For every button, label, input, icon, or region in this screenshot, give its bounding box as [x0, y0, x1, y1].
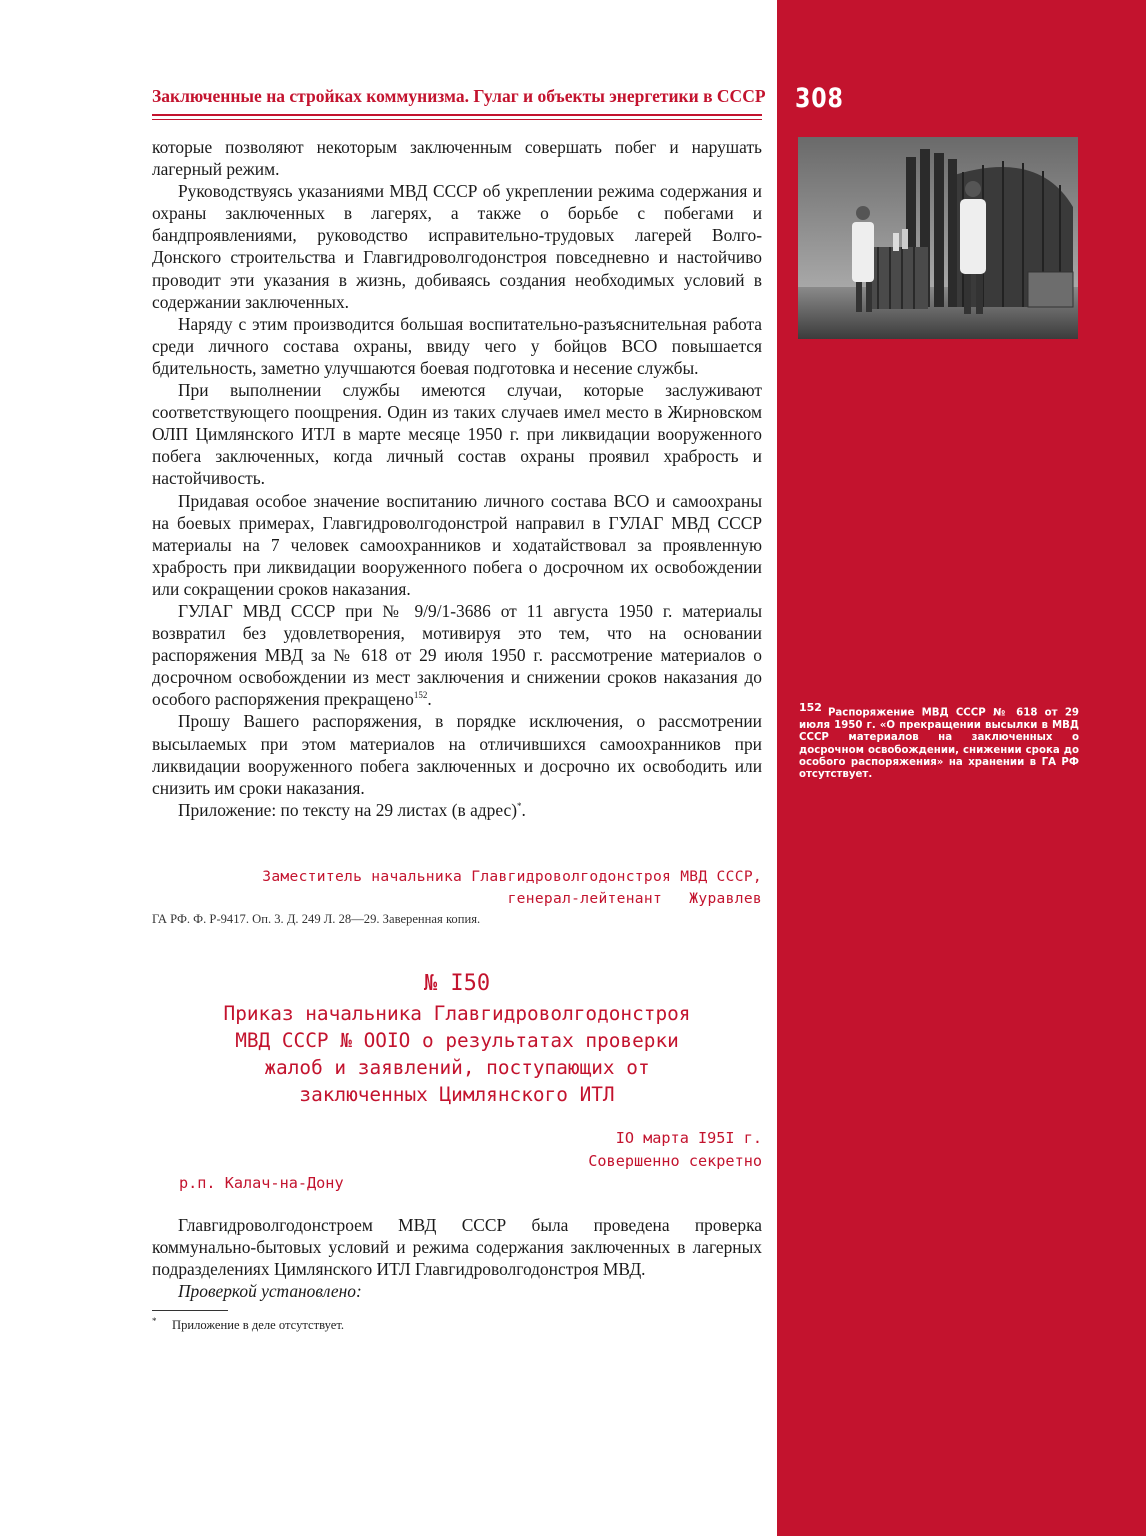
document-title: [150, 1000, 764, 1108]
paragraph-italic: Проверкой установлено:: [178, 1281, 362, 1302]
signature-block: [152, 866, 762, 910]
document-date: IO марта I95I г.: [615, 1129, 762, 1147]
archive-photo-workers-icon: [798, 137, 1078, 339]
archive-reference: ГА РФ. Ф. Р-9417. Оп. 3. Д. 249 Л. 28—29. Заверенная копия.: [152, 912, 481, 926]
header-rule-thin: [152, 119, 762, 120]
paragraph: При выполнении службы имеются случаи, которые заслуживают соответствующего поощрения. Один из таких случаев имел место в Жирновском ОЛП Цимлянского ИТЛ в марте месяце 1950 г. при ликвидации вооруженного побега заключенных, когда личный состав охраны проявил храбрость и настойчивость.: [152, 380, 762, 489]
main-text: [152, 136, 762, 821]
order-body: [152, 1214, 762, 1302]
document-place: р.п. Калач-на-Дону: [179, 1174, 344, 1192]
signature-name: генерал-лейтенант Журавлев: [507, 890, 762, 907]
paragraph-text: ГУЛАГ МВД СССР при № 9/9/1-3686 от 11 августа 1950 г. материалы возвратил без удовлетворения, мотивируя это тем, что на основании распоряжения МВД за № 618 от 29 июля 1950 г. рассмотрение материалов о досрочном освобождении из мест заключения и снижении сроков наказания до особого распоряжения прекращено: [152, 600, 762, 710]
footnote-rule: [152, 1310, 228, 1311]
punctuation: .: [427, 689, 432, 710]
paragraph: Главгидроволгодонстроем МВД СССР была проведена проверка коммунально-бытовых условий и режима содержания заключенных в лагерных подразделениях Цимлянского ИТЛ Главгидроволгодонстроя МВД.: [152, 1215, 762, 1280]
footnote: * Приложение в деле отсутствует.: [152, 1315, 345, 1332]
paragraph: Придавая особое значение воспитанию личного состава ВСО и самоохраны на боевых примерах, Главгидроволгодонстрой направил в ГУЛАГ МВД СССР материалы на 7 человек самоохранников и ходатайствовал за проявленную храбрость при ликвидации вооруженного побега о досрочном их освобождении или сокращении сроков наказания.: [152, 490, 762, 599]
paragraph-with-footnote: [152, 600, 762, 710]
sidenote-152: [799, 702, 1079, 782]
attachment-line: [152, 799, 762, 821]
paragraph: Наряду с этим производится большая воспитательно-разъяснительная работа среди личного состава охраны, ввиду чего у бойцов ВСО повышается бдительность, заметно улучшаются боевая подготовка и несение службы.: [152, 313, 762, 378]
footnote-ref-152: 152: [413, 690, 428, 701]
sidenote-text: Распоряжение МВД СССР № 618 от 29 июля 1950 г. «О прекращении высылки в МВД СССР материалов на заключенных о досрочном освобождении, снижении срока до особого распоряжения» на хранении в ГА РФ отсутствует.: [799, 707, 1079, 781]
paragraph: которые позволяют некоторым заключенным совершать побег и нарушать лагерный режим.: [152, 137, 762, 180]
title-line: Приказ начальника Главгидроволгодонстроя: [223, 1002, 691, 1025]
page-number: 308: [795, 83, 844, 114]
header-rule: [152, 114, 762, 116]
footnote-ref-star: *: [517, 801, 522, 812]
document-number: № I50: [423, 971, 491, 996]
archive-photo: [798, 137, 1078, 339]
paragraph: Прошу Вашего распоряжения, в порядке исключения, о рассмотрении высылаемых при этом материалов на отличившихся самоохранников при ликвидации вооруженного побега заключенных и досрочно их освободить или снизить им сроки наказания.: [152, 711, 762, 798]
document-date-block: [152, 1127, 762, 1173]
classification-stamp: Совершенно секретно: [588, 1152, 762, 1170]
running-title: Заключенные на стройках коммунизма. Гулаг и объекты энергетики в СССР: [152, 86, 766, 106]
sidenote-number: 152: [799, 701, 822, 714]
punctuation: .: [521, 799, 526, 820]
signature-position: Заместитель начальника Главгидроволгодонстроя МВД СССР,: [262, 868, 762, 885]
footnote-text: Приложение в деле отсутствует.: [172, 1318, 345, 1332]
title-line: жалоб и заявлений, поступающих от: [264, 1056, 650, 1079]
title-line: МВД СССР № OOIO о результатах проверки: [235, 1029, 679, 1052]
paragraph: Руководствуясь указаниями МВД СССР об укреплении режима содержания и охраны заключенных в лагерях, а также о борьбе с побегами и бандпроявлениями, руководство исправительно-трудовых лагерей Волго-Донского строительства и Главгидроволгодонстроя повседневно и настойчиво проводит эти указания в жизнь, добиваясь создания необходимых условий в содержании заключенных.: [152, 181, 762, 312]
attachment-text: Приложение: по тексту на 29 листах (в адрес): [178, 799, 517, 820]
title-line: заключенных Цимлянского ИТЛ: [299, 1083, 615, 1106]
